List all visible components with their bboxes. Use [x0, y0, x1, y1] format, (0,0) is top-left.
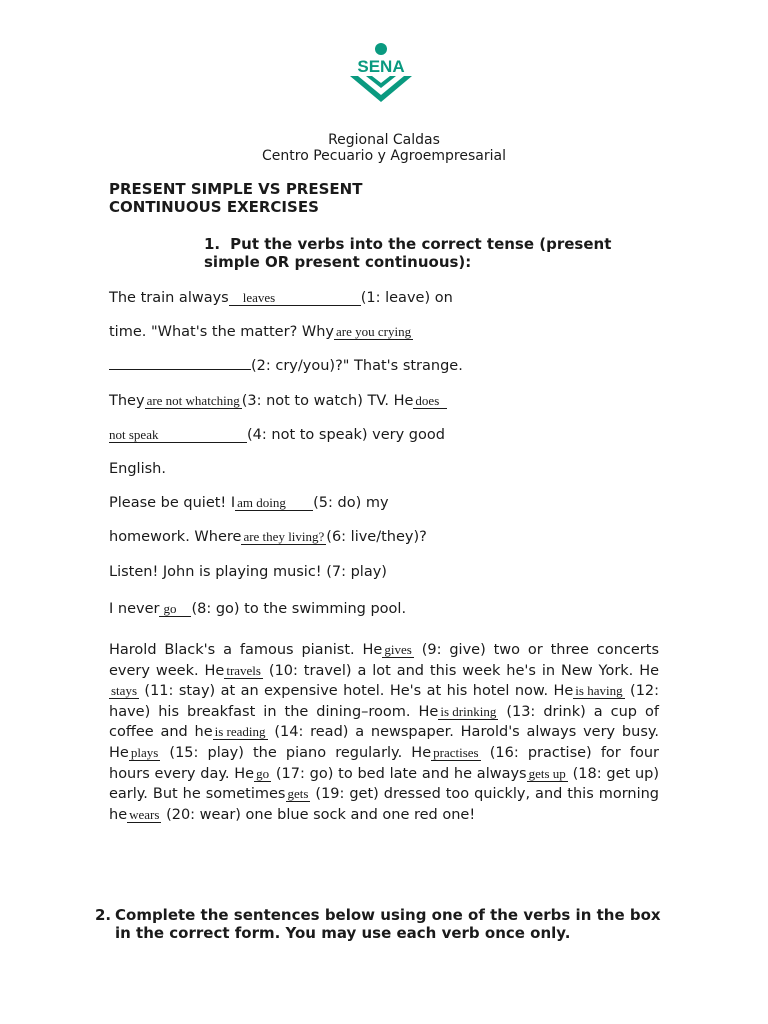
- instruction-1-number: 1.: [204, 235, 221, 253]
- line-text: I never: [109, 601, 160, 617]
- answer-19: gets: [287, 786, 309, 802]
- line-text: They: [109, 393, 145, 409]
- para-text: (15: play) the piano regularly. He: [169, 744, 432, 761]
- instruction-1: [204, 235, 644, 271]
- para-text: (17: go) to bed late and he always: [275, 765, 527, 782]
- sena-logo: [346, 42, 416, 104]
- para-text: (20: wear) one blue sock and one red one!: [166, 806, 476, 823]
- exercise-line-5: [109, 427, 445, 443]
- para-text: (13: drink) a cup of coffee and he: [109, 703, 659, 741]
- answer-11: stays: [111, 683, 137, 699]
- page-title: [109, 180, 509, 216]
- answer-13: is drinking: [440, 703, 497, 719]
- regional-name: Regional Caldas: [328, 132, 440, 148]
- line-text: (5: do) my: [313, 495, 389, 511]
- exercise-line-4: [109, 393, 447, 409]
- para-text: (12: have) his breakfast in the dining–room. He: [109, 683, 660, 720]
- line-text: (3: not to watch) TV. He: [241, 393, 414, 409]
- answer-14: is reading: [214, 724, 266, 740]
- answer-12: is having: [575, 683, 623, 699]
- line-text: Please be quiet! I: [109, 495, 236, 511]
- para-text: (16: practise) for four hours every day. He: [109, 744, 660, 782]
- answer-1: leaves: [229, 291, 361, 306]
- answer-9: gives: [384, 642, 412, 657]
- harold-paragraph: [109, 640, 659, 825]
- instruction-1-text: Put the verbs into the correct tense (present simple OR present continuous):: [204, 235, 612, 271]
- line-text: (8: go) to the swimming pool.: [191, 601, 407, 617]
- title-line-1: PRESENT SIMPLE VS PRESENT: [109, 180, 363, 198]
- answer-16: practises: [433, 744, 479, 760]
- logo-text: SENA: [357, 57, 405, 76]
- line-text: time. "What's the matter? Why: [109, 324, 334, 340]
- answer-4-cont: not speak: [109, 428, 247, 443]
- line-text: (2: cry/you)?" That's strange.: [251, 358, 463, 374]
- answer-10: travels: [226, 662, 261, 678]
- sena-logo-graphic: [346, 42, 416, 104]
- exercise-line-7: [109, 495, 389, 511]
- line-text: (4: not to speak) very good: [247, 427, 445, 443]
- para-text: (14: read) a newspaper. Harold's always very busy. He: [109, 724, 659, 761]
- exercise-line-10: [109, 601, 406, 617]
- answer-2: are you crying: [335, 324, 412, 339]
- title-line-2: CONTINUOUS EXERCISES: [109, 198, 319, 216]
- line-text: (1: leave) on: [360, 290, 453, 306]
- answer-3: are not whatching: [146, 393, 240, 408]
- answer-15: plays: [130, 744, 159, 760]
- answer-17: go: [256, 765, 270, 781]
- instruction-2-text: Complete the sentences below using one of the verbs in the box in the correct form. You may use each verb once only.: [115, 906, 661, 942]
- para-text: (18: get up) early. But he sometimes: [109, 765, 659, 803]
- exercise-line-1: [109, 290, 453, 306]
- exercise-line-6: English.: [109, 461, 166, 477]
- instruction-2: [95, 906, 665, 942]
- answer-8: go: [159, 602, 191, 617]
- line-text: The train always: [109, 290, 229, 306]
- exercise-line-9: Listen! John is playing music! (7: play): [109, 564, 387, 580]
- answer-4: does: [413, 394, 447, 409]
- answer-5: am doing: [235, 496, 313, 511]
- para-text: (9: give) two or three concerts every week. He: [109, 642, 659, 679]
- answer-20: wears: [129, 806, 160, 822]
- para-text: (10: travel) a lot and this week he's in New York. He: [268, 662, 660, 679]
- line-text: (6: live/they)?: [326, 529, 427, 545]
- exercise-line-8: [109, 529, 427, 545]
- answer-18: gets up: [528, 765, 566, 781]
- para-text: (11: stay) at an expensive hotel. He's at his hotel now. He: [144, 683, 574, 700]
- line-text: homework. Where: [109, 529, 242, 545]
- instruction-2-number: 2.: [95, 906, 112, 924]
- centro-name: Centro Pecuario y Agroempresarial: [262, 148, 506, 164]
- answer-6: are they living?: [243, 529, 325, 544]
- para-text: Harold Black's a famous pianist. He: [109, 642, 383, 658]
- exercise-line-2: [109, 324, 413, 340]
- exercise-line-3: [109, 358, 463, 374]
- para-text: (19: get) dressed too quickly, and this morning he: [109, 786, 660, 823]
- answer-2-blank: [109, 369, 251, 370]
